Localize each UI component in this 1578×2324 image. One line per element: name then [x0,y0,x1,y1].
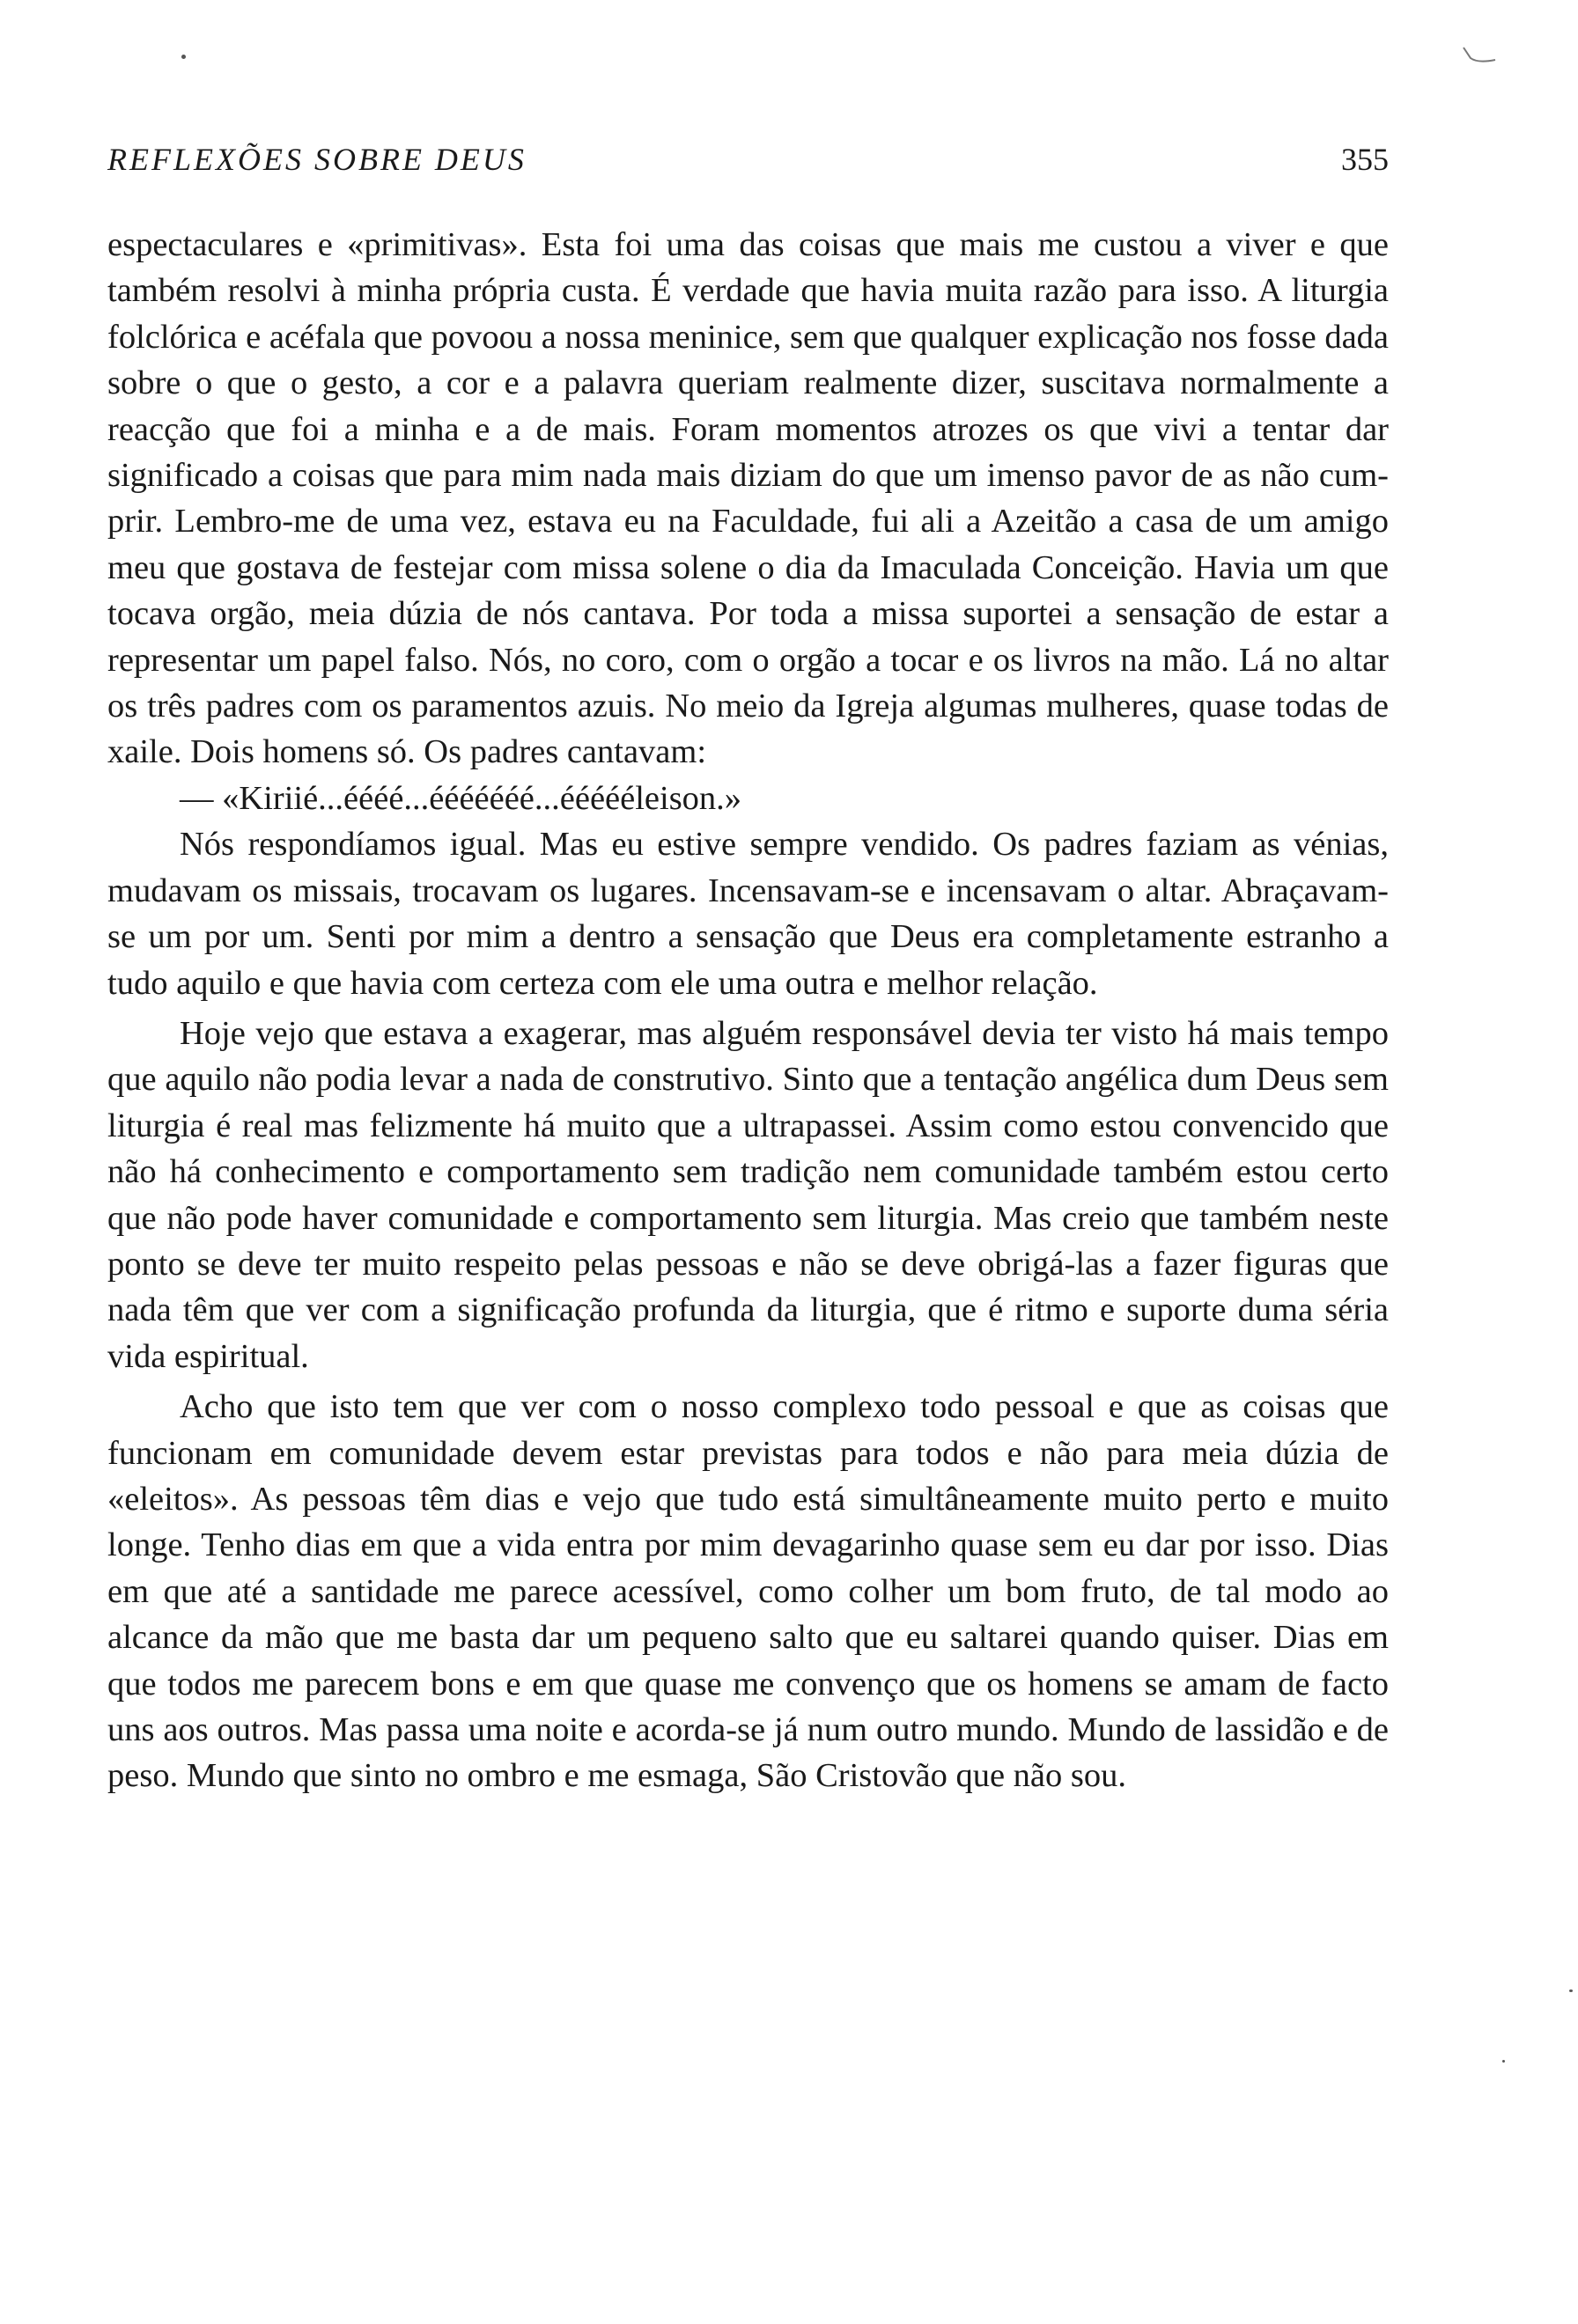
paragraph: Nós respondíamos igual. Mas eu estive sempre vendido. Os padres faziam as vénias, mudavam os missais, trocavam os lugares. Incensavam-se e incensavam o altar. Abraçavam-se um por um. Senti por mim a dentro a sensação que Deus era completamente estranho a tudo aquilo e que havia com certeza com ele uma outra e melhor relação. [107,826,1389,1002]
body-text [107,222,1389,1799]
scan-corner-mark [1462,46,1497,65]
paragraph: espectaculares e «primitivas». Esta foi uma das coisas que mais me custou a viver e que também resolvi à minha própria custa. É verdade que havia muita razão para isso. A liturgia folclórica e acéfala que povoou a nossa meninice, sem que qualquer explicação nos fosse dada sobre o que o gesto, a cor e a palavra queriam realmente dizer, suscitava normalmente a reacção que foi a minha e a de mais. Foram momentos atrozes os que vivi a tentar dar significado a coisas que para mim nada mais diziam do que um imenso pavor de as não cumprir. Lembro-me de uma vez, estava eu na Faculdade, fui ali a Azeitão a casa de um amigo meu que gostava de festejar com missa solene o dia da Imaculada Conceição. Havia um que tocava orgão, meia dúzia de nós cantava. Por toda a missa suportei a sensação de estar a representar um papel falso. Nós, no coro, com o orgão a tocar e os livros na mão. Lá no altar os três padres com os paramentos azuis. No meio da Igreja algumas mulheres, quase todas de xaile. Dois homens só. Os padres cantavam: [107,226,1389,771]
running-header [107,137,1389,181]
dialogue-line: — «Kiriié...éééé...ééééééé...éééééleison.» [180,779,742,817]
scan-speck [181,55,186,59]
page-number: 355 [1341,142,1389,177]
paragraph: Hoje vejo que estava a exagerar, mas alguém responsável devia ter visto há mais tempo que aquilo não podia levar a nada de construtivo. Sinto que a tentação angélica dum Deus sem liturgia é real mas felizmente há muito que a ultrapassei. Assim como estou convencido que não há conhecimento e comportamento sem tradição nem comunidade também estou certo que não pode haver comunidade e comportamento sem liturgia. Mas creio que também neste ponto se deve ter muito respeito pelas pessoas e não se deve obrigá-las a fazer figuras que nada têm que ver com a significação profunda da liturgia, que é ritmo e suporte duma séria vida espiritual. [107,1014,1389,1375]
running-header-title: REFLEXÕES SOBRE DEUS [107,142,527,177]
scan-speck [1502,2060,1505,2063]
scan-speck [1569,1989,1573,1992]
paragraph: Acho que isto tem que ver com o nosso complexo todo pessoal e que as coisas que funcionam em comunidade devem estar previstas para todos e não para meia dúzia de «eleitos». As pessoas têm dias e vejo que tudo está simultâneamente muito perto e muito longe. Tenho dias em que a vida entra por mim devagarinho quase sem eu dar por isso. Dias em que até a santidade me parece acessível, como colher um bom fruto, de tal modo ao alcance da mão que me basta dar um pequeno salto que eu saltarei quando quiser. Dias em que todos me parecem bons e em que quase me convenço que os homens se amam de facto uns aos outros. Mas passa uma noite e acorda-se já num outro mundo. Mundo de lassidão e de peso. Mundo que sinto no ombro e me esmaga, São Cristovão que não sou. [107,1388,1389,1795]
